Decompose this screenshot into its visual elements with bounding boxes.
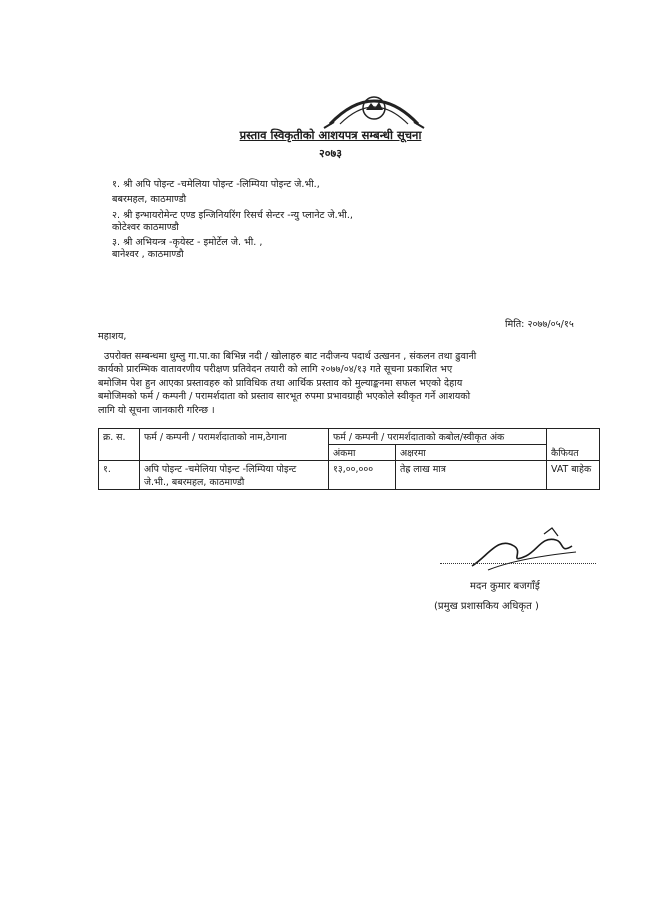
addressee-1-line2: बबरमहल, काठमाण्डौ: [112, 194, 187, 205]
row-remarks: VAT बाहेक: [547, 461, 600, 490]
row-words: तेह्र लाख मात्र: [396, 461, 547, 490]
header-words: अक्षरमा: [396, 445, 547, 461]
signature-line: [440, 563, 596, 564]
salutation: महाशय,: [98, 331, 127, 342]
body-line-5: लागि यो सूचना जानकारी गरिन्छ ।: [98, 404, 215, 416]
addressee-2-line2: कोटेश्वर काठमाण्डौ: [112, 222, 179, 233]
notice-year: २०७३: [319, 147, 342, 160]
addressee-3-line2: बानेश्वर , काठमाण्डौ: [112, 249, 184, 260]
body-line-3: बमोजिम पेश हुन आएका प्रस्तावहरु को प्राविधिक तथा आर्थिक प्रस्ताव को मुल्याङ्कनमा सफल भएको देहाय: [98, 377, 463, 389]
row-figures: १३,००,०००: [329, 461, 396, 490]
header-figures: अंकमा: [329, 445, 396, 461]
body-line-1: उपरोक्त सम्बन्धमा धुम्लु गा.पा.का बिभिन्न नदी / खोलाहरु बाट नदीजन्य पदार्थ उत्खनन , संकलन तथा ढुवानी: [104, 351, 477, 362]
notice-title: प्रस्ताव स्विकृतीको आशयपत्र सम्बन्धी सूचना: [239, 128, 422, 142]
row-sn: १.: [99, 461, 140, 490]
header-amount: फर्म / कम्पनी / परामर्शदाताको कबोल/स्वीकृत अंक: [329, 429, 547, 445]
handwritten-signature-icon: [468, 526, 580, 572]
header-remarks: कैफियत: [547, 429, 600, 461]
notice-table: [98, 428, 600, 490]
signatory-name: मदन कुमार बजगाँई: [470, 581, 540, 592]
table-row: [99, 461, 600, 490]
addressee-2-line1: २. श्री इन्भायरोमेन्ट एण्ड इन्जिनियरिंग रिसर्च सेन्टर -न्यु प्लानेट जे.भी.,: [112, 210, 353, 221]
body-line-4: बमोजिमको फर्म / कम्पनी / परामर्शदाता को प्रस्ताव सारभूत रुपमा प्रभावग्राही भएकोले स्वीकृत गर्ने आशयको: [98, 391, 471, 403]
body-line-2: कार्यको प्रारम्भिक वातावरणीय परीक्षण प्रतिवेदन तयारी को लागि २०७७/०४/१३ गते सूचना प्रकाशित भए: [98, 364, 453, 376]
addressee-1-line1: १. श्री अपि पोइन्ट -चमेलिया पोइन्ट -लिम्पिया पोइन्ट जे.भी.,: [112, 179, 320, 190]
header-sn: क्र. स.: [99, 429, 140, 461]
header-firm: फर्म / कम्पनी / परामर्शदाताको नाम,ठेगाना: [140, 429, 329, 461]
addressee-3-line1: ३. श्री अभियन्त्र -कृयेस्ट - इमोर्टेल जे. भी. ,: [112, 237, 263, 248]
notice-date: मिति: २०७७/०५/१५: [505, 319, 574, 330]
signatory-designation: (प्रमुख प्रशासकिय अधिकृत ): [434, 601, 539, 612]
notice-body: [98, 350, 636, 417]
government-seal-icon: [322, 84, 426, 130]
row-firm: अपि पोइन्ट -चमेलिया पोइन्ट -लिम्पिया पोइन्ट जे.भी., बबरमहल, काठमाण्डौ: [140, 461, 329, 490]
